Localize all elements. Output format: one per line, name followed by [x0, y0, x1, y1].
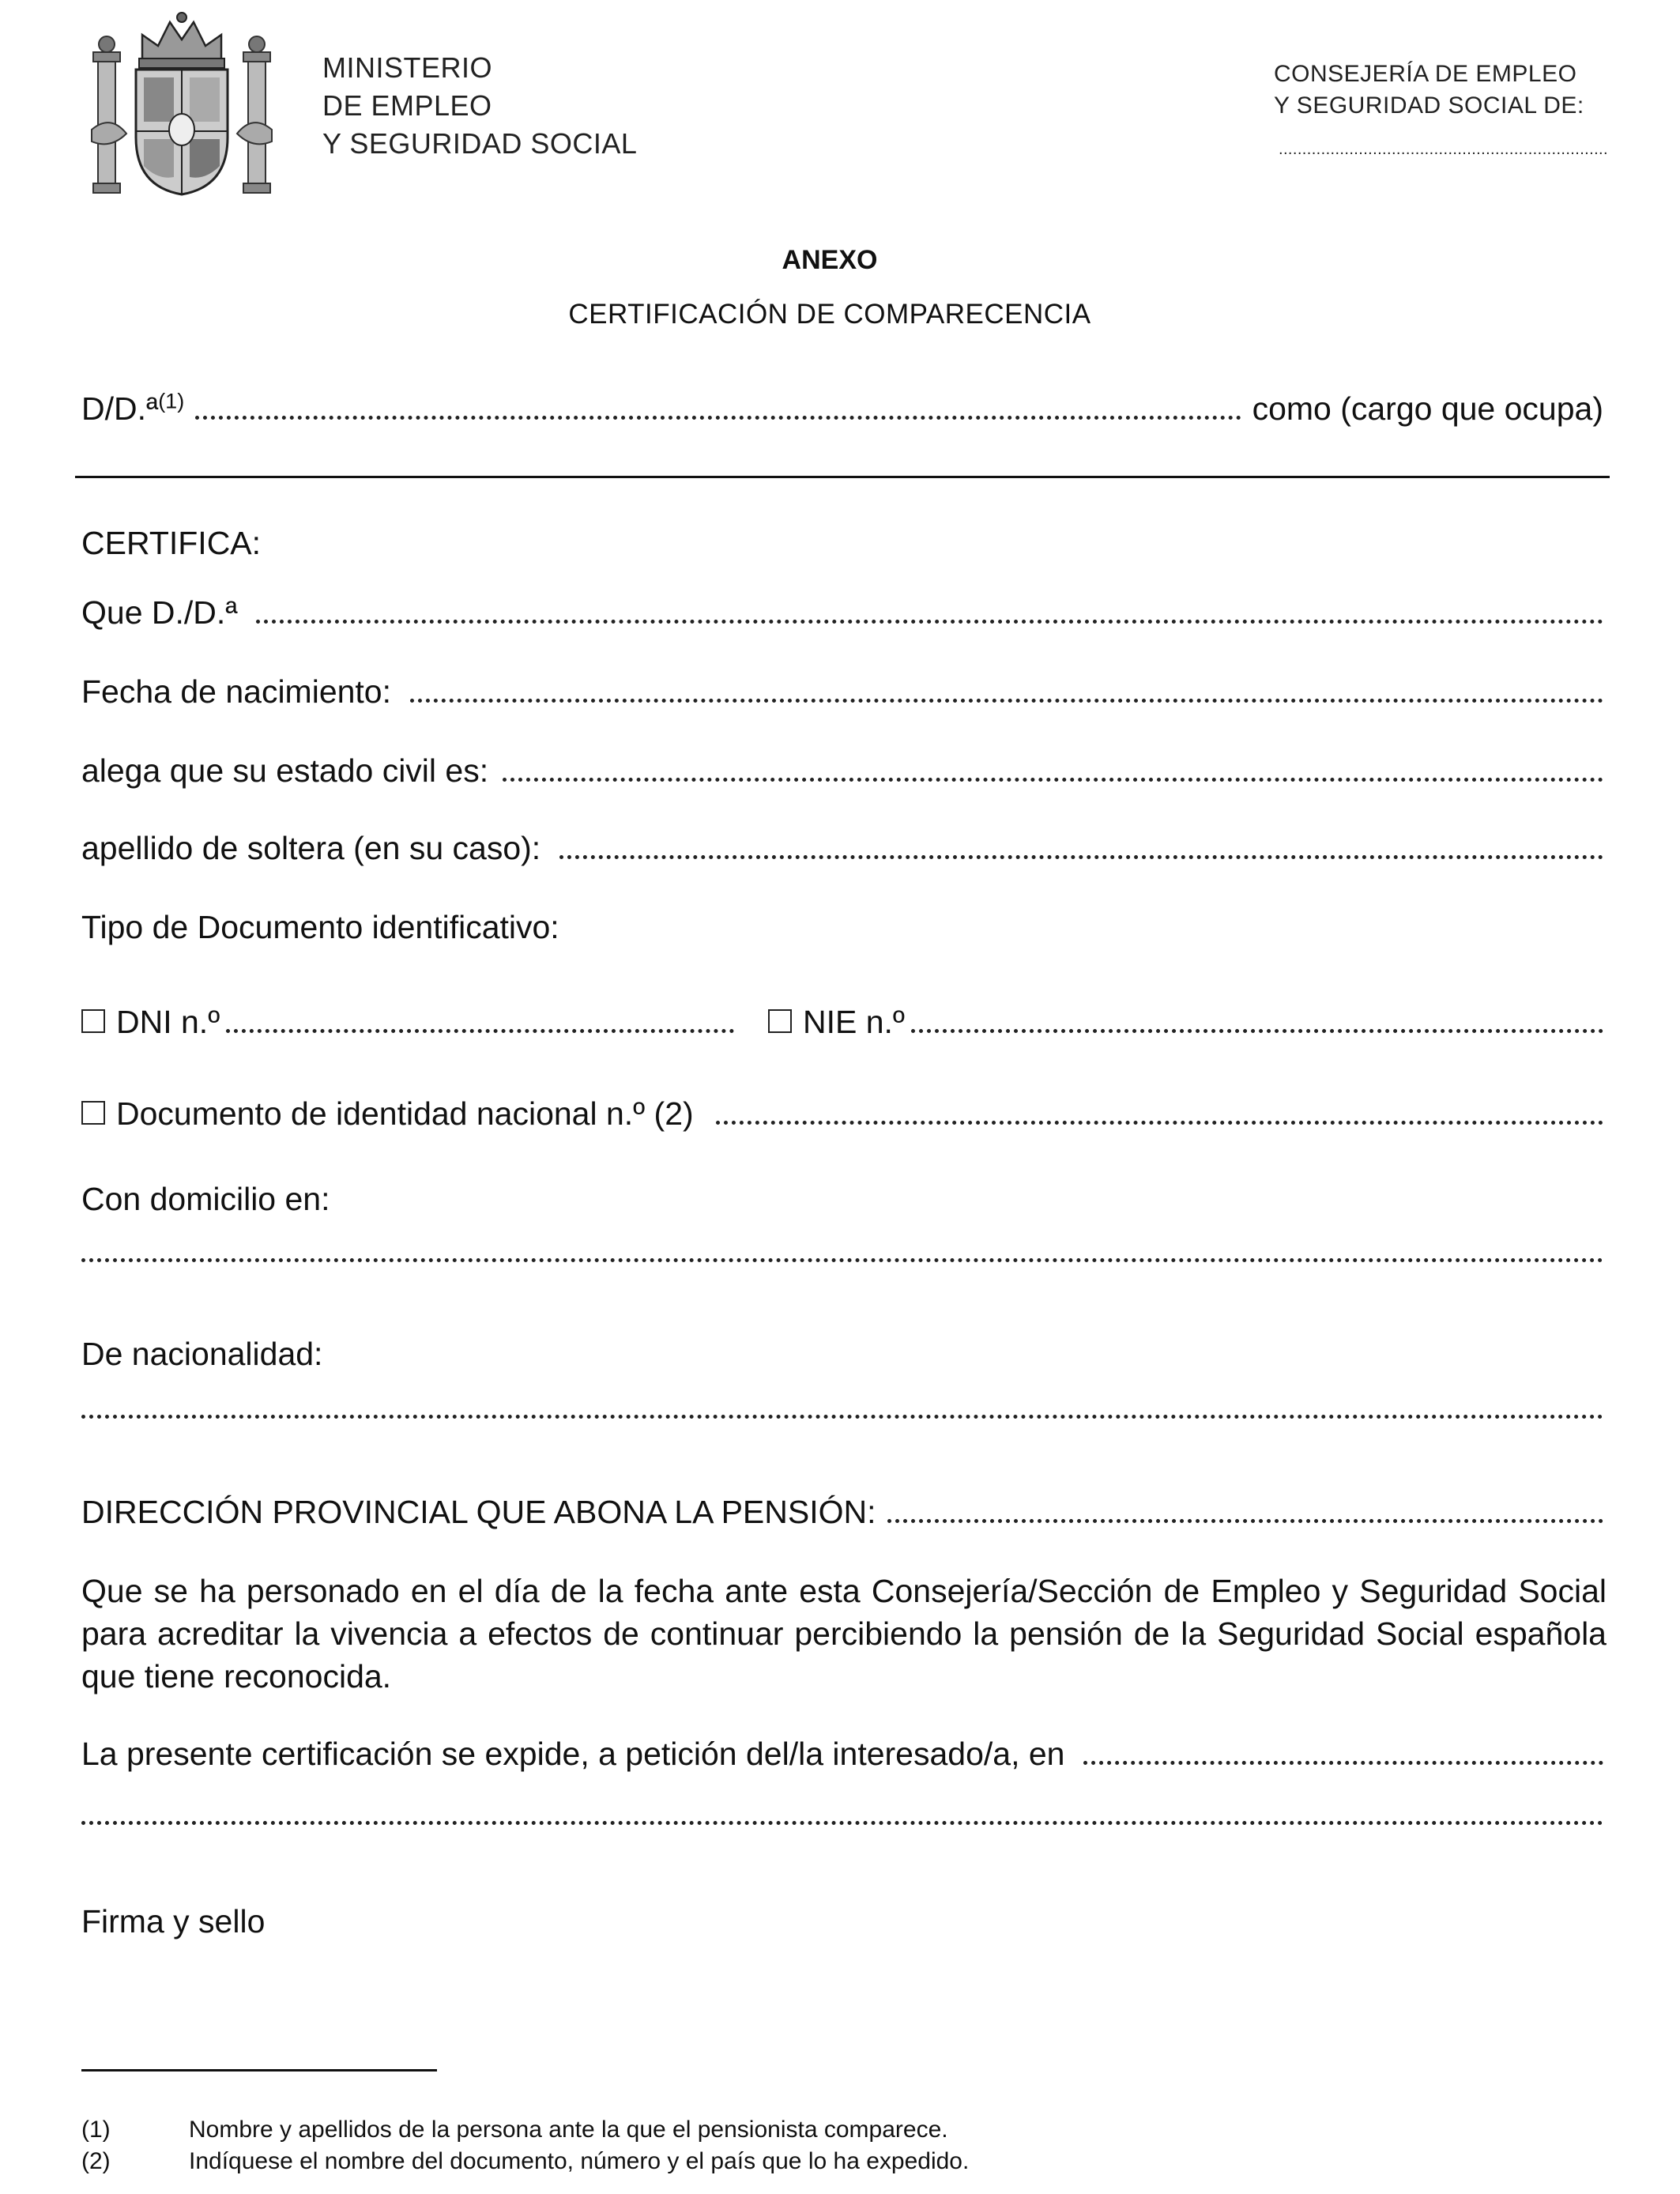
- expide-row: [81, 1732, 1603, 1775]
- dd-label: D/D.ª: [81, 390, 159, 427]
- expide-continuation-field[interactable]: [81, 1821, 1603, 1825]
- consejeria-blank-field[interactable]: ......................................................................: [1279, 141, 1608, 158]
- estado-civil-label: alega que su estado civil es:: [81, 752, 489, 789]
- que-dd-field[interactable]: [256, 620, 1603, 624]
- footnote-1-number: (1): [81, 2117, 111, 2143]
- domicilio-field[interactable]: [81, 1258, 1603, 1262]
- doc-nacional-row: [81, 1092, 1603, 1135]
- certifica-heading: CERTIFICA:: [81, 525, 262, 561]
- nacionalidad-label: De nacionalidad:: [81, 1336, 323, 1372]
- footnote-ref-1: (1): [158, 389, 185, 413]
- certification-paragraph: Que se ha personado en el día de la fecha ante esta Consejería/Sección de Empleo y Seguridad Social para acreditar la vivencia a efectos de continuar percibiendo la pensión de la Seguridad Social española que tiene reconocida.: [81, 1573, 1607, 1695]
- footnote-2: [81, 2147, 969, 2177]
- ministry-line-1: MINISTERIO: [322, 51, 493, 84]
- que-dd-row: [81, 591, 1603, 634]
- apellido-soltera-field[interactable]: [559, 855, 1603, 859]
- dd-name-field[interactable]: [195, 416, 1241, 420]
- direccion-label: DIRECCIÓN PROVINCIAL QUE ABONA LA PENSIÓN:: [81, 1494, 876, 1530]
- dd-row: [81, 387, 1603, 430]
- dni-label: DNI n.º: [116, 1004, 220, 1040]
- footnote-2-text: Indíquese el nombre del documento, número y el país que lo ha expedido.: [189, 2148, 970, 2174]
- ministry-line-3: Y SEGURIDAD SOCIAL: [322, 127, 638, 160]
- nacionalidad-row: [81, 1415, 1603, 1425]
- consejeria-line-2: Y SEGURIDAD SOCIAL DE:: [1274, 92, 1584, 119]
- apellido-soltera-label: apellido de soltera (en su caso):: [81, 830, 541, 866]
- cargo-underline-field[interactable]: [75, 476, 1610, 478]
- expide-continuation-row: [81, 1821, 1603, 1831]
- que-dd-label: Que D./D.ª: [81, 594, 238, 631]
- doc-nacional-field[interactable]: [716, 1121, 1603, 1125]
- ministry-line-2: DE EMPLEO: [322, 89, 492, 122]
- nie-number-field[interactable]: [911, 1029, 1603, 1033]
- nie-row: [768, 1001, 1603, 1043]
- footnote-2-number: (2): [81, 2148, 111, 2174]
- expide-place-field[interactable]: [1083, 1761, 1603, 1765]
- consejeria-line-1: CONSEJERÍA DE EMPLEO: [1274, 61, 1577, 87]
- direccion-row: [81, 1491, 1603, 1533]
- estado-civil-row: [81, 749, 1603, 792]
- direccion-field[interactable]: [887, 1519, 1603, 1523]
- firma-label: Firma y sello: [81, 1903, 266, 1940]
- doc-nacional-label: Documento de identidad nacional n.º (2): [116, 1095, 694, 1132]
- fecha-nacimiento-row: [81, 670, 1603, 713]
- ministry-header: [322, 49, 637, 163]
- domicilio-label: Con domicilio en:: [81, 1181, 330, 1217]
- estado-civil-field[interactable]: [503, 778, 1603, 782]
- fecha-nacimiento-label: Fecha de nacimiento:: [81, 673, 392, 710]
- document-subtitle: CERTIFICACIÓN DE COMPARECENCIA: [568, 299, 1091, 330]
- annex-title: ANEXO: [782, 245, 878, 275]
- nacionalidad-field[interactable]: [81, 1415, 1603, 1419]
- consejeria-header: [1274, 58, 1584, 122]
- dni-number-field[interactable]: [226, 1029, 734, 1033]
- domicilio-row: [81, 1258, 1603, 1269]
- nie-checkbox[interactable]: [768, 1009, 792, 1033]
- doc-nacional-checkbox[interactable]: [81, 1101, 105, 1125]
- expide-label: La presente certificación se expide, a petición del/la interesado/a, en: [81, 1736, 1065, 1772]
- fecha-nacimiento-field[interactable]: [410, 699, 1603, 703]
- nie-label: NIE n.º: [803, 1004, 905, 1040]
- footnote-1: [81, 2115, 948, 2145]
- tipo-documento-label: Tipo de Documento identificativo:: [81, 909, 559, 945]
- apellido-soltera-row: [81, 827, 1603, 869]
- dni-checkbox[interactable]: [81, 1009, 105, 1033]
- dd-cargo-label: como (cargo que ocupa): [1252, 390, 1603, 427]
- footnote-separator: [81, 2069, 437, 2071]
- coat-of-arms-emblem: [87, 11, 277, 201]
- footnote-1-text: Nombre y apellidos de la persona ante la que el pensionista comparece.: [189, 2117, 948, 2143]
- dni-row: [81, 1001, 734, 1043]
